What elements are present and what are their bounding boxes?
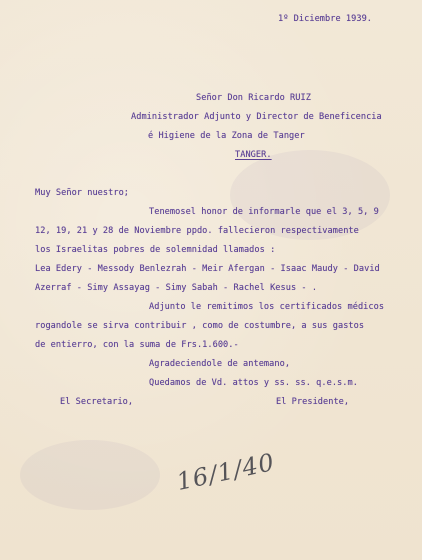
body-line: Tenemosel honor de informarle que el 3, 5, 9 (149, 207, 379, 217)
body-line: 12, 19, 21 y 28 de Noviembre ppdo. fallecieron respectivamente (35, 226, 359, 236)
letter-date: 1º Diciembre 1939. (278, 14, 373, 24)
salutation: Muy Señor nuestro; (35, 188, 130, 198)
body-line: Azerraf - Simy Assayag - Simy Sabah - Rachel Kesus - . (35, 283, 318, 293)
body-line: los Israelitas pobres de solemnidad llamados : (35, 245, 276, 255)
body-line: de entierro, con la suma de Frs.1.600.- (35, 340, 239, 350)
body-line: Lea Edery - Messody Benlezrah - Meir Afergan - Isaac Maudy - David (35, 264, 380, 274)
recipient-city: TANGER. (235, 150, 272, 160)
handwritten-date-note: 16/1/40 (174, 447, 278, 496)
recipient-name: Señor Don Ricardo RUIZ (196, 93, 311, 103)
closing-line: Quedamos de Vd. attos y ss. ss. q.e.s.m. (149, 378, 358, 388)
body-line: Adjunto le remitimos los certificados médicos (149, 302, 385, 312)
signature-secretary: El Secretario, (60, 397, 134, 407)
body-line: rogandole se sirva contribuir , como de costumbre, a sus gastos (35, 321, 365, 331)
recipient-title-line1: Administrador Adjunto y Director de Beneficencia (131, 112, 382, 122)
recipient-title-line2: é Higiene de la Zona de Tanger (148, 131, 305, 141)
paper-stain (20, 440, 160, 510)
closing-line: Agradeciendole de antemano, (149, 359, 291, 369)
signature-president: El Presidente, (276, 397, 350, 407)
